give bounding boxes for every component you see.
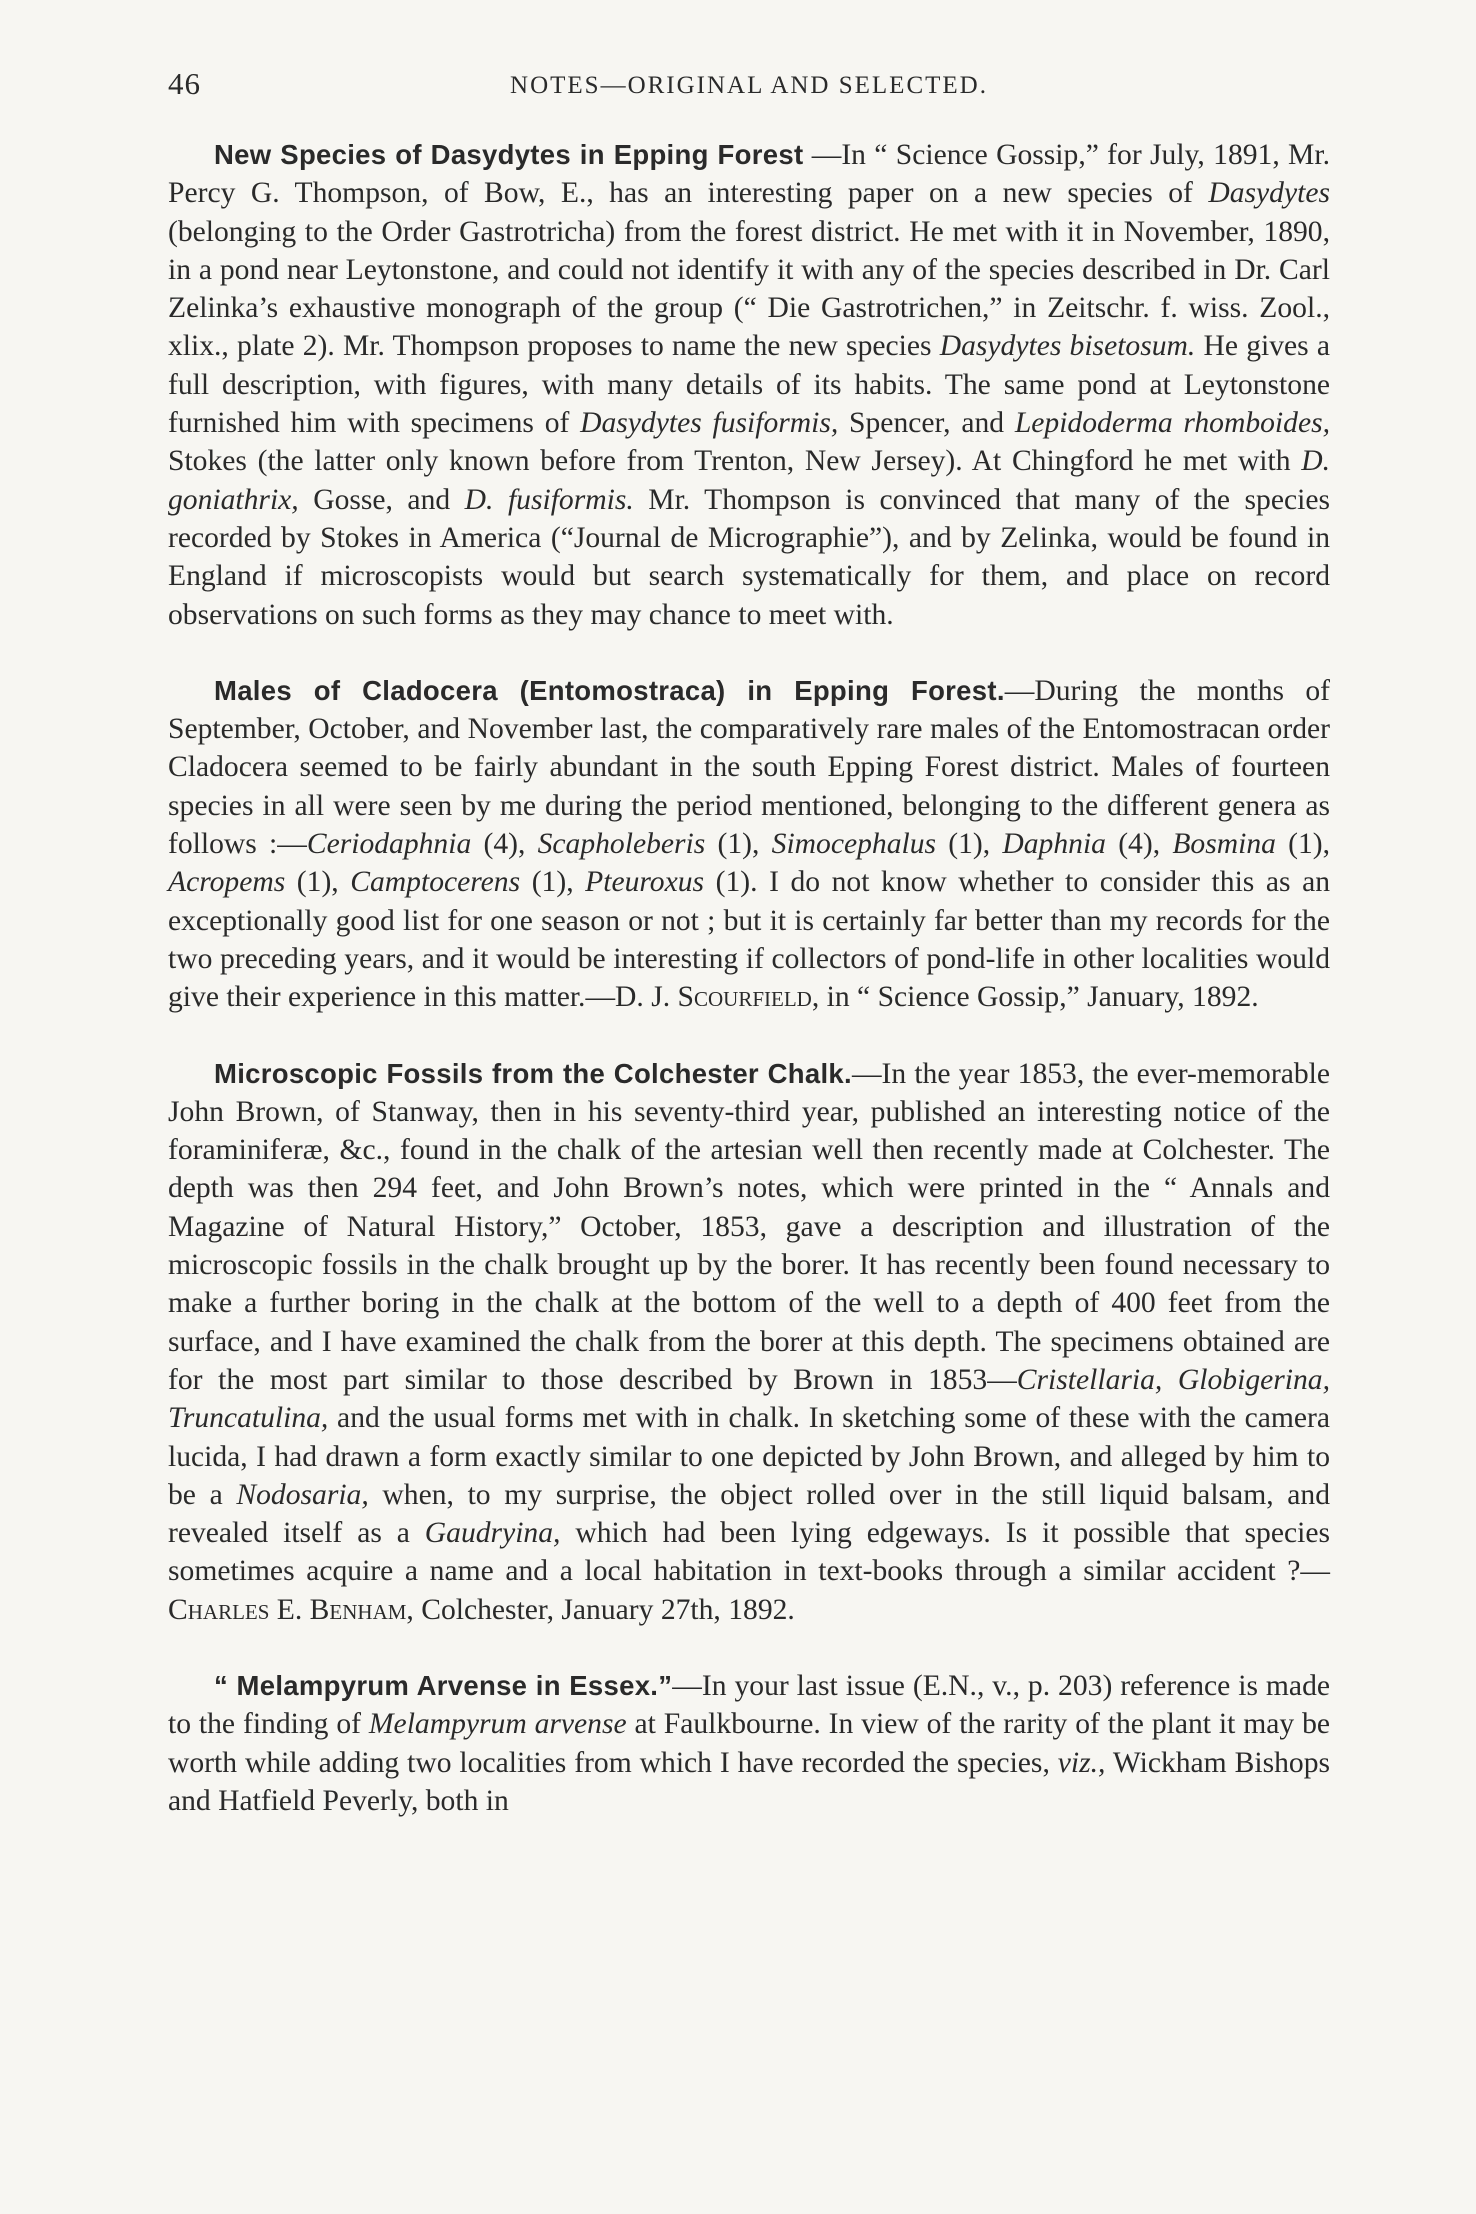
body-text: (4),	[1105, 828, 1173, 861]
body-text: Gosse, and	[298, 483, 465, 516]
article-title: New Species of Dasydytes in Epping Forest	[214, 139, 804, 170]
body-text: Colchester, January 27th, 1892.	[413, 1593, 795, 1626]
body-text: which had been lying edgeways. Is it possible that species sometimes acquire a name and a local habitation in text-books through a similar accident ?—	[168, 1517, 1330, 1588]
italic-text: Dasydytes fusiformis,	[580, 407, 839, 440]
article-paragraph	[168, 672, 1330, 1017]
article-cladocera	[168, 672, 1330, 1017]
body-text: (belonging to the Order Gastrotricha) from the forest district. He met with it in November, 1890, in a pond near Leytonstone, and could not identify it with any of the species described in Dr. Carl Zelinka’s exhaustive monograph of the group (“ Die Gastrotrichen,” in Zeitschr. f. wiss. Zool., xlix., plate 2). Mr. Thompson proposes to name the new species	[168, 215, 1330, 363]
article-paragraph	[168, 136, 1330, 634]
body-text: (1),	[936, 828, 1003, 861]
article-title: “ Melampyrum Arvense in Essex.”	[214, 1669, 673, 1701]
italic-text: viz.,	[1057, 1746, 1106, 1779]
italic-text: Acropems	[168, 866, 286, 899]
author-name: Charles E. Benham,	[168, 1593, 414, 1626]
page-header	[168, 66, 1330, 106]
body-text: (1),	[520, 866, 586, 899]
author-name: Scourfield,	[677, 981, 820, 1014]
italic-text: Gaudryina,	[424, 1517, 561, 1550]
article-paragraph	[168, 1055, 1330, 1629]
italic-text: Daphnia	[1002, 828, 1106, 861]
body-text: (1),	[1275, 828, 1331, 861]
article-melampyrum	[168, 1667, 1330, 1820]
italic-text: Nodosaria,	[236, 1478, 369, 1511]
running-head: NOTES—ORIGINAL AND SELECTED.	[510, 72, 988, 99]
body-text: —In “ Science Gossip,” for July, 1891, Mr. Percy G. Thompson, of Bow, E., has an interesting paper on a new species of	[168, 139, 1330, 210]
body-text: Mr. Thompson is convinced that many of the species recorded by Stokes in America (“Journal de Micrographie”), and by Zelinka, would be found in England if microscopists would but search systematically for them, and place on record observations on such forms as they may chance to meet with.	[168, 483, 1330, 631]
body-text: Wickham Bishops and Hatfield Peverly, both in	[168, 1746, 1331, 1817]
page-number: 46	[168, 66, 201, 101]
italic-text: Dasydytes	[1208, 177, 1330, 210]
body-text: —In your last issue (E.N., v., p. 203) reference is made to the finding of	[168, 1669, 1330, 1741]
article-paragraph	[168, 1667, 1330, 1820]
article-column	[168, 136, 1330, 1858]
body-text: (4),	[471, 828, 538, 861]
body-text: at Faulkbourne. In view of the rarity of the plant it may be worth while adding two localities from which I have recorded the species,	[168, 1708, 1331, 1779]
body-text: Stokes (the latter only known before from Trenton, New Jersey). At Chingford he met with	[168, 445, 1302, 478]
body-text: Spencer, and	[838, 407, 1015, 440]
body-text: —During the months of September, October, and November last, the comparatively rare males of the Entomostracan order Cladocera seemed to be fairly abundant in the south Epping Forest district. Males of fourteen species in all were seen by me during the period mentioned, belonging to the different genera as follows :—	[168, 674, 1330, 861]
body-text: (1). I do not know whether to consider this as an exceptionally good list for one season or not ; but it is certainly far better than my records for the two preceding years, and it would be interesting if collectors of pond-life in other localities would give their experience in this matter.—D. J.	[168, 866, 1331, 1014]
body-text: (1),	[705, 828, 772, 861]
italic-text: Simocephalus	[771, 828, 937, 861]
body-text: in “ Science Gossip,” January, 1892.	[819, 981, 1259, 1014]
article-colchester-chalk	[168, 1055, 1330, 1629]
body-text: when, to my surprise, the object rolled over in the still liquid balsam, and revealed itself as a	[168, 1478, 1330, 1550]
italic-text: D. goniathrix,	[168, 445, 1330, 516]
italic-text: Pteuroxus	[585, 866, 705, 899]
italic-text: Bosmina	[1172, 828, 1276, 861]
italic-text: Cristellaria, Globigerina, Truncatulina,	[168, 1363, 1330, 1435]
article-title: Males of Cladocera (Entomostraca) in Epping Forest.	[214, 674, 1005, 706]
italic-text: D. fusiformis.	[464, 483, 634, 516]
article-dasydytes	[168, 136, 1330, 634]
body-text: He gives a full description, with figures, with many details of its habits. The same pond at Leytonstone furnished him with specimens of	[168, 330, 1330, 440]
italic-text: Camptocerens	[350, 866, 521, 899]
italic-text: Melampyrum arvense	[368, 1708, 627, 1741]
italic-text: Lepidoderma rhomboides,	[1014, 407, 1330, 440]
italic-text: Scapholeberis	[537, 828, 706, 861]
italic-text: Dasydytes bisetosum.	[939, 330, 1196, 363]
article-title: Microscopic Fossils from the Colchester Chalk.	[214, 1057, 852, 1089]
body-text: (1),	[285, 866, 351, 899]
body-text: —In the year 1853, the ever-memorable John Brown, of Stanway, then in his seventy-third year, published an interesting notice of the foraminiferæ, &c., found in the chalk of the artesian well then recently made at Colchester. The depth was then 294 feet, and John Brown’s notes, which were printed in the “ Annals and Magazine of Natural History,” October, 1853, gave a description and illustration of the microscopic fossils in the chalk brought up by the borer. It has recently been found necessary to make a further boring in the chalk at the bottom of the well to a depth of 400 feet from the surface, and I have examined the chalk from the borer at this depth. The specimens obtained are for the most part similar to those described by Brown in 1853—	[168, 1057, 1330, 1396]
body-text: and the usual forms met with in chalk. In sketching some of these with the camera lucida, I had drawn a form exactly similar to one depicted by John Brown, and alleged by him to be a	[168, 1402, 1330, 1511]
italic-text: Ceriodaphnia	[306, 828, 472, 861]
